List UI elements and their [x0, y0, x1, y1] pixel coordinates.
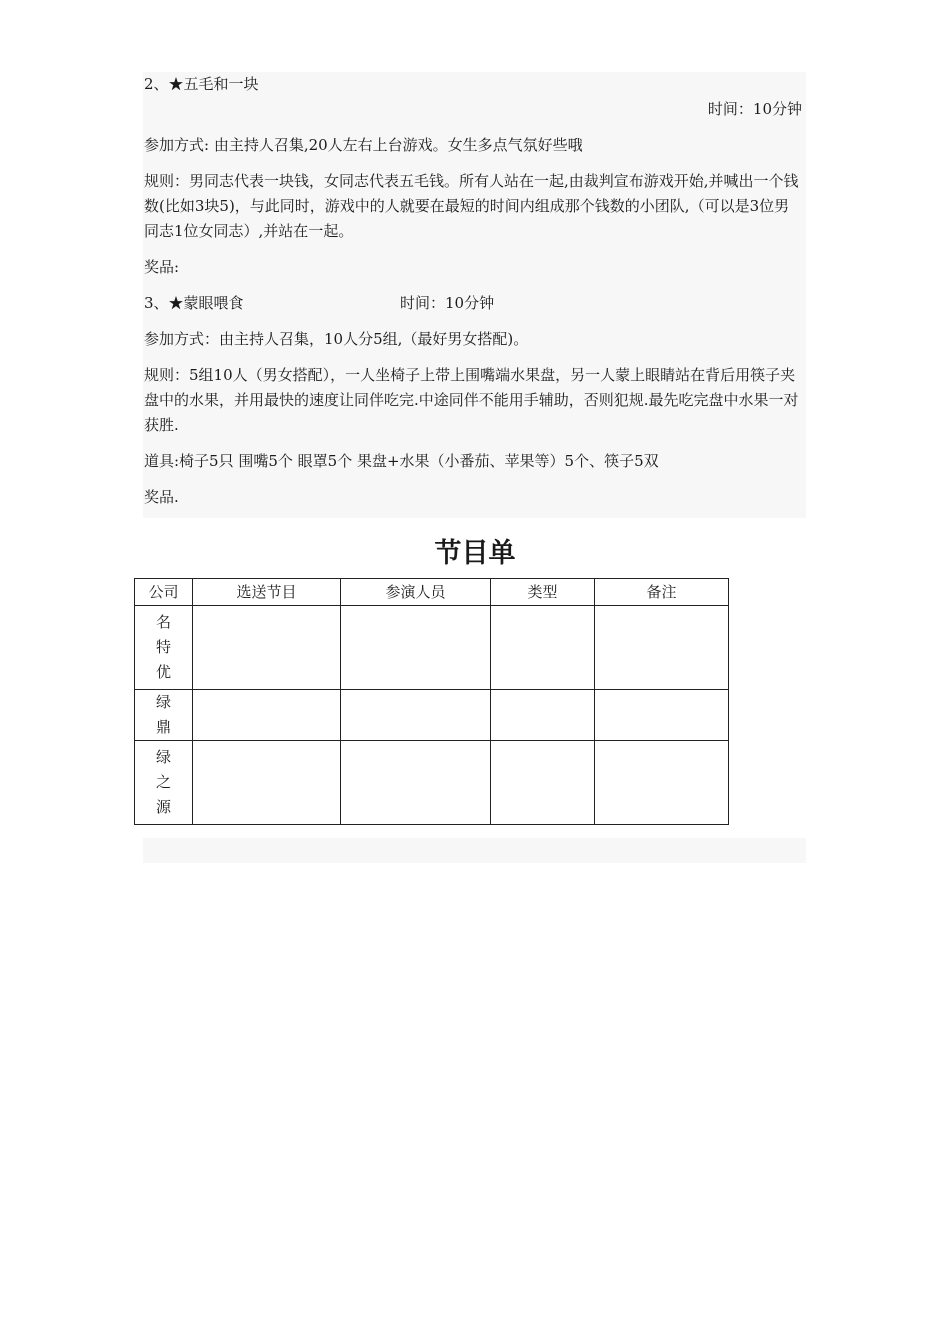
performers-cell[interactable] [341, 690, 491, 741]
table-row [135, 741, 729, 825]
notes-cell[interactable] [595, 741, 729, 825]
game-3-join: 参加方式：由主持人召集，10人分5组,（最好男女搭配)。 [144, 330, 529, 348]
program-table [134, 578, 729, 825]
game-2-rules: 规则：男同志代表一块钱，女同志代表五毛钱。所有人站在一起,由裁判宣布游戏开始,并喊出一个钱数(比如3块5)，与此同时，游戏中的人就要在最短的时间内组成那个钱数的小团队,（可以是3位男同志1位女同志）,并站在一起。 [144, 172, 799, 240]
table-row [135, 606, 729, 690]
game-3-props: 道具:椅子5只 围嘴5个 眼罩5个 果盘+水果（小番茄、苹果等）5个、筷子5双 [144, 452, 659, 470]
game-3-prize: 奖品. [144, 488, 179, 506]
shaded-block-bottom [143, 838, 806, 863]
company-cell: 名 特 优 [135, 606, 193, 690]
type-cell[interactable] [491, 741, 595, 825]
header-type: 类型 [491, 579, 595, 606]
notes-cell[interactable] [595, 606, 729, 690]
game-2-heading: 2、★五毛和一块 [144, 75, 259, 93]
performers-cell[interactable] [341, 606, 491, 690]
games-section [144, 72, 802, 510]
header-program: 选送节目 [193, 579, 341, 606]
game-2-time: 时间：10分钟 [707, 100, 802, 118]
game-2-join: 参加方式: 由主持人召集,20人左右上台游戏。女生多点气氛好些哦 [144, 136, 583, 154]
program-cell[interactable] [193, 690, 341, 741]
company-cell: 绿 之 源 [135, 741, 193, 825]
table-row [135, 690, 729, 741]
game-3-time: 时间：10分钟 [400, 294, 495, 312]
notes-cell[interactable] [595, 690, 729, 741]
type-cell[interactable] [491, 690, 595, 741]
header-notes: 备注 [595, 579, 729, 606]
type-cell[interactable] [491, 606, 595, 690]
program-cell[interactable] [193, 741, 341, 825]
game-2-prize: 奖品: [144, 258, 180, 276]
header-performers: 参演人员 [341, 579, 491, 606]
game-3-heading: 3、★蒙眼喂食 [144, 294, 244, 312]
game-3-heading-line [144, 291, 802, 316]
table-header-row [135, 579, 729, 606]
game-3-rules: 规则：5组10人（男女搭配），一人坐椅子上带上围嘴端水果盘，另一人蒙上眼睛站在背后用筷子夹盘中的水果，并用最快的速度让同伴吃完.中途同伴不能用手辅助，否则犯规.最先吃完盘中水果一对获胜. [144, 366, 799, 434]
header-company: 公司 [135, 579, 193, 606]
program-title: 节目单 [434, 538, 516, 569]
program-cell[interactable] [193, 606, 341, 690]
performers-cell[interactable] [341, 741, 491, 825]
company-cell: 绿 鼎 [135, 690, 193, 741]
